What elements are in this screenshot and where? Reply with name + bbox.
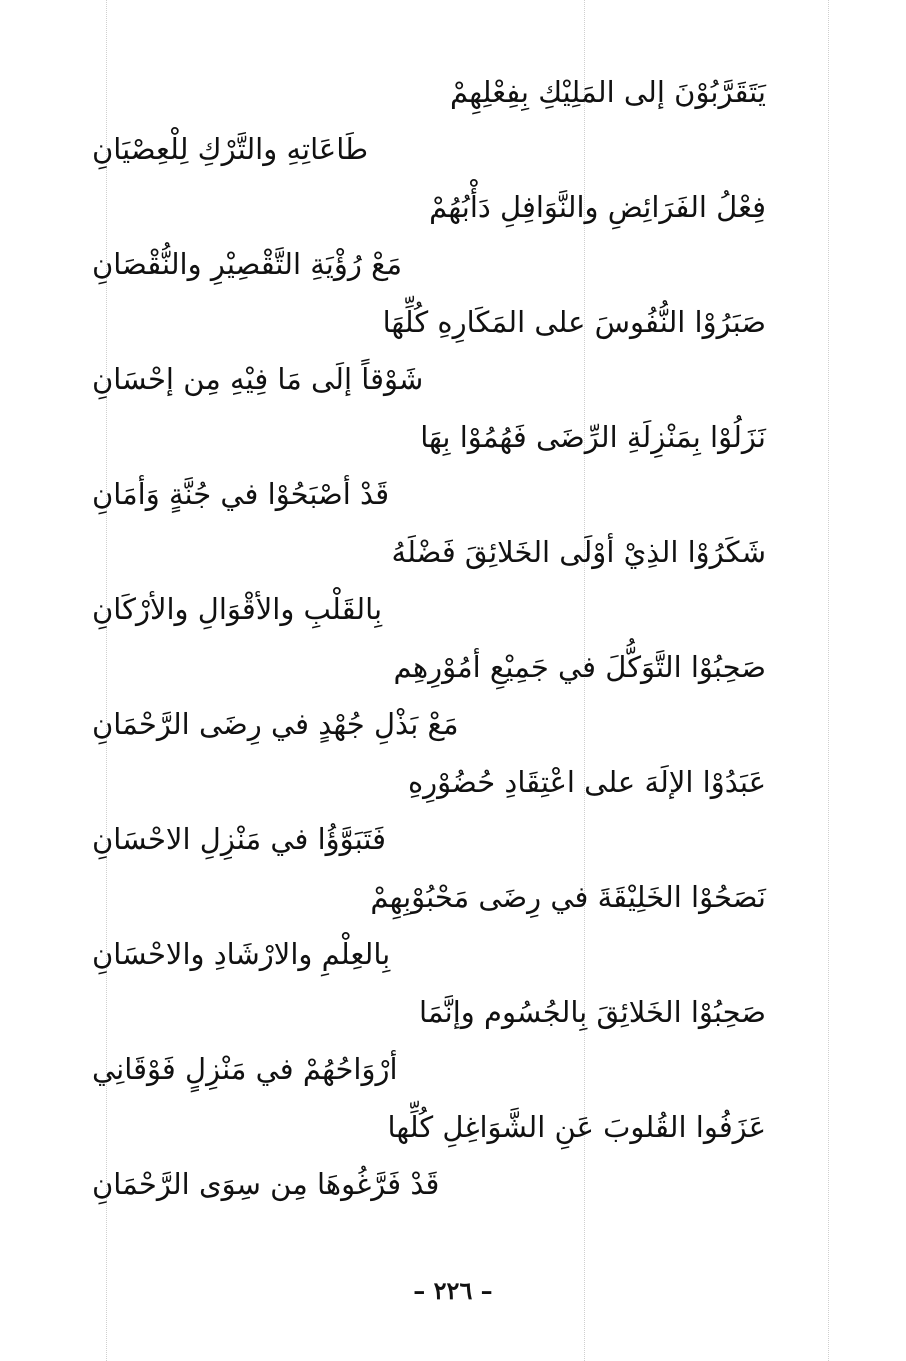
verse-9-second-hemistich: أرْوَاحُهُمْ في مَنْزِلٍ فَوْقَانِي (92, 1052, 398, 1086)
margin-guide-line (106, 0, 107, 1361)
verse-3-first-hemistich: صَبَرُوْا النُّفُوسَ على المَكَارِهِ كُلِّهَا (382, 305, 766, 339)
verse-7-first-hemistich: عَبَدُوْا الإلَهَ على اعْتِقَادِ حُضُوْرِهِ (407, 765, 766, 799)
verse-1-second-hemistich: طَاعَاتِهِ والتَّرْكِ لِلْعِصْيَانِ (92, 132, 369, 166)
verse-6-first-hemistich: صَحِبُوْا التَّوَكُّلَ في جَمِيْعِ أمُوْرِهِم (393, 650, 766, 684)
page-number: – ٢٢٦ – (413, 1276, 493, 1305)
verse-3-second-hemistich: شَوْقاً إلَى مَا فِيْهِ مِن إحْسَانِ (92, 362, 424, 396)
verse-10-second-hemistich: قَدْ فَرَّغُوهَا مِن سِوَى الرَّحْمَانِ (92, 1167, 440, 1201)
verse-8-second-hemistich: بِالعِلْمِ والارْشَادِ والاحْسَانِ (92, 937, 391, 971)
verse-8-first-hemistich: نَصَحُوْا الخَلِيْقَةَ في رِضَى مَحْبُوْبِهِمْ (370, 880, 766, 914)
verse-7-second-hemistich: فَتَبَوَّؤُا في مَنْزِلِ الاحْسَانِ (92, 822, 386, 856)
verse-2-first-hemistich: فِعْلُ الفَرَائِضِ والنَّوَافِلِ دَأْبُهُمْ (429, 190, 766, 224)
verse-1-first-hemistich: يَتَقَرَّبُوْنَ إلى المَلِيْكِ بِفِعْلِهِمْ (449, 75, 766, 109)
verse-9-first-hemistich: صَحِبُوْا الخَلائِقَ بِالجُسُوم وإنَّمَا (419, 995, 766, 1029)
verse-5-first-hemistich: شَكَرُوْا الذِيْ أوْلَى الخَلائِقَ فَضْلَهُ (391, 535, 766, 569)
verse-4-first-hemistich: نَزَلُوْا بِمَنْزِلَةِ الرِّضَى فَهُمُوْا بِهَا (420, 420, 766, 454)
verse-6-second-hemistich: مَعْ بَذْلِ جُهْدٍ في رِضَى الرَّحْمَانِ (92, 707, 459, 741)
verse-10-first-hemistich: عَزَفُوا القُلوبَ عَنِ الشَّوَاغِلِ كُلِّها (387, 1110, 766, 1144)
verse-2-second-hemistich: مَعْ رُؤْيَةِ التَّقْصِيْرِ والنُّقْصَانِ (92, 247, 403, 281)
verse-5-second-hemistich: بِالقَلْبِ والأقْوَالِ والأرْكَانِ (92, 592, 383, 626)
verse-4-second-hemistich: قَدْ أصْبَحُوْا في جُنَّةٍ وَأمَانِ (92, 477, 390, 511)
margin-guide-line (828, 0, 829, 1361)
